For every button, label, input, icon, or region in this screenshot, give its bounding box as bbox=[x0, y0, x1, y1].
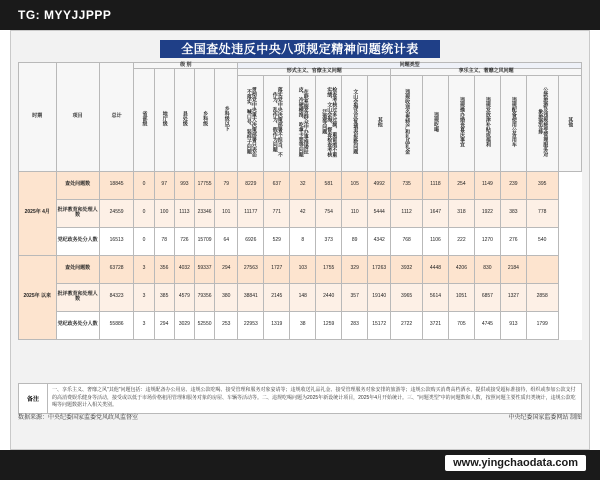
cell: 4342 bbox=[368, 227, 391, 255]
row-period-2025-ytd: 2025年 以来 bbox=[19, 255, 57, 339]
source-left: 数据来源：中央纪委国家监委党风政风监督室 bbox=[18, 415, 139, 421]
row-label: 查处问题数 bbox=[56, 171, 99, 199]
th-hedonism-5: 公款旅游及违规接受管理服务对象旅游安排 bbox=[526, 75, 558, 171]
cell: 3 bbox=[134, 255, 154, 283]
cell: 357 bbox=[342, 283, 368, 311]
cell: 294 bbox=[215, 255, 238, 283]
cell: 1755 bbox=[316, 255, 342, 283]
th-level-group: 级 别 bbox=[134, 63, 238, 69]
cell: 1799 bbox=[526, 311, 558, 339]
cell: 1270 bbox=[474, 227, 500, 255]
cell: 1647 bbox=[422, 199, 448, 227]
cell: 11177 bbox=[238, 199, 264, 227]
table-row bbox=[19, 171, 582, 199]
cell: 19140 bbox=[368, 283, 391, 311]
cell: 38841 bbox=[238, 283, 264, 311]
remark-label: 备注 bbox=[19, 384, 48, 413]
cell: 768 bbox=[391, 227, 423, 255]
cell: 329 bbox=[342, 255, 368, 283]
cell: 4745 bbox=[474, 311, 500, 339]
th-time: 时期 bbox=[19, 63, 57, 172]
cell: 754 bbox=[316, 199, 342, 227]
cell: 380 bbox=[215, 283, 238, 311]
th-level-4: 乡科级以下 bbox=[215, 69, 238, 171]
table-row bbox=[19, 199, 582, 227]
cell: 294 bbox=[154, 311, 174, 339]
cell: 383 bbox=[500, 199, 526, 227]
th-formalism-3: 检查考核过多过频、重留痕不重实绩、文山会海、督查检查考核泛滥等问题 bbox=[316, 75, 342, 171]
table-row bbox=[19, 227, 582, 255]
cell: 253 bbox=[215, 311, 238, 339]
th-level-0: 省部级 bbox=[134, 69, 154, 171]
cell: 78 bbox=[154, 227, 174, 255]
cell: 913 bbox=[500, 311, 526, 339]
th-formalism-1: 落实党中央决策部署不担当、不作为、乱作为、假作为问题 bbox=[264, 75, 290, 171]
cell: 23346 bbox=[194, 199, 214, 227]
cell: 4206 bbox=[448, 255, 474, 283]
cell: 1106 bbox=[422, 227, 448, 255]
telegram-tag: TG: MYYJJPPP bbox=[18, 8, 112, 22]
cell: 101 bbox=[215, 199, 238, 227]
source-right: 中央纪委国家监委网站 制图 bbox=[508, 415, 582, 421]
th-hedonism-2: 违规操办婚丧喜庆事宜 bbox=[448, 75, 474, 171]
th-formalism-0: 贯彻党中央重大决策部署只表态不落实、喊口号、装样子问题 bbox=[238, 75, 264, 171]
cell: 17263 bbox=[368, 255, 391, 283]
cell: 540 bbox=[526, 227, 558, 255]
cell: 735 bbox=[391, 171, 423, 199]
cell: 5444 bbox=[368, 199, 391, 227]
remark-box bbox=[18, 383, 582, 414]
cell: 356 bbox=[154, 255, 174, 283]
cell: 830 bbox=[474, 255, 500, 283]
cell: 2858 bbox=[526, 283, 558, 311]
cell: 42 bbox=[290, 199, 316, 227]
cell: 63728 bbox=[99, 255, 134, 283]
cell: 15709 bbox=[194, 227, 214, 255]
th-problem-type-group: 问题类型 bbox=[238, 63, 582, 69]
th-level-2: 县处级 bbox=[174, 69, 194, 171]
cell: 100 bbox=[154, 199, 174, 227]
cell: 771 bbox=[264, 199, 290, 227]
th-item: 项目 bbox=[56, 63, 99, 172]
cell: 2722 bbox=[391, 311, 423, 339]
statistics-table bbox=[18, 62, 582, 340]
cell: 529 bbox=[264, 227, 290, 255]
cell: 1112 bbox=[391, 199, 423, 227]
cell: 79356 bbox=[194, 283, 214, 311]
row-label: 查处问题数 bbox=[56, 255, 99, 283]
cell: 1922 bbox=[474, 199, 500, 227]
cell: 105 bbox=[342, 171, 368, 199]
cell: 18845 bbox=[99, 171, 134, 199]
cell: 222 bbox=[448, 227, 474, 255]
cell: 4992 bbox=[368, 171, 391, 199]
cell: 385 bbox=[154, 283, 174, 311]
cell: 55886 bbox=[99, 311, 134, 339]
chart-title: 全国查处违反中央八项规定精神问题统计表 bbox=[160, 40, 440, 58]
cell: 89 bbox=[342, 227, 368, 255]
cell: 8 bbox=[290, 227, 316, 255]
cell: 0 bbox=[134, 227, 154, 255]
cell: 581 bbox=[316, 171, 342, 199]
cell: 148 bbox=[290, 283, 316, 311]
th-hedonism-0: 违规收送名贵特产和礼品礼金 bbox=[391, 75, 423, 171]
cell: 27563 bbox=[238, 255, 264, 283]
th-formalism-4: 文山会海及反复填表报数问题 bbox=[342, 75, 368, 171]
cell: 24559 bbox=[99, 199, 134, 227]
cell: 3965 bbox=[391, 283, 423, 311]
cell: 4579 bbox=[174, 283, 194, 311]
cell: 84323 bbox=[99, 283, 134, 311]
cell: 2440 bbox=[316, 283, 342, 311]
cell: 395 bbox=[526, 171, 558, 199]
cell: 3721 bbox=[422, 311, 448, 339]
cell: 1118 bbox=[422, 171, 448, 199]
row-label: 党纪政务处分人数 bbox=[56, 311, 99, 339]
watermark-url: www.yingchaodata.com bbox=[445, 455, 586, 471]
cell: 15172 bbox=[368, 311, 391, 339]
cell: 103 bbox=[290, 255, 316, 283]
th-hedonism-4: 违规配备使用公务用车 bbox=[500, 75, 526, 171]
cell: 778 bbox=[526, 199, 558, 227]
th-level-3: 乡科级 bbox=[194, 69, 214, 171]
cell: 32 bbox=[290, 171, 316, 199]
th-level-1: 地厅级 bbox=[154, 69, 174, 171]
row-label: 党纪政务处分人数 bbox=[56, 227, 99, 255]
cell: 22953 bbox=[238, 311, 264, 339]
cell: 110 bbox=[342, 199, 368, 227]
th-hedonism-6: 其他 bbox=[558, 75, 581, 171]
cell: 276 bbox=[500, 227, 526, 255]
th-hedonism-1: 违规吃喝 bbox=[422, 75, 448, 171]
cell: 3932 bbox=[391, 255, 423, 283]
cell: 1113 bbox=[174, 199, 194, 227]
remark-text: 一、享乐主义、奢靡之风"其他"问题包括：违规配备办公用房、违规公款吃喝、接受管理和服务对象宴请等；违规收送礼品礼金、接受管理服务对象安排的旅游等；违规公款购买消费高档酒水，提供或接受超标准接待，组织或参加公款支付的高消费娱乐健身等活动，接受或以低于市场价格租用管理和服务对象的房屋、车辆等活动等。二、违规吃喝问题为2025年新设统计项目，2025年4月开始统计。三、"问题类型"中的问题数和人数，按照问题主要性质归类统计，违规公款吃喝等问题数据计入相关类别。 bbox=[52, 387, 576, 408]
source-bar bbox=[18, 412, 582, 421]
cell: 373 bbox=[316, 227, 342, 255]
cell: 2184 bbox=[500, 255, 526, 283]
cell: 1149 bbox=[474, 171, 500, 199]
cell: 2145 bbox=[264, 283, 290, 311]
cell: 254 bbox=[448, 171, 474, 199]
cell: 0 bbox=[134, 199, 154, 227]
th-formalism-2: 在联系服务群众中办事推诿扯皮、冷硬横推、吃拿卡要等问题 bbox=[290, 75, 316, 171]
row-label: 批评教育和处理人数 bbox=[56, 199, 99, 227]
cell: 4032 bbox=[174, 255, 194, 283]
cell: 1327 bbox=[500, 283, 526, 311]
cell: 6926 bbox=[238, 227, 264, 255]
cell: 1259 bbox=[316, 311, 342, 339]
cell: 3029 bbox=[174, 311, 194, 339]
cell: 79 bbox=[215, 171, 238, 199]
cell: 0 bbox=[134, 171, 154, 199]
cell: 17755 bbox=[194, 171, 214, 199]
cell: 4448 bbox=[422, 255, 448, 283]
table-row bbox=[19, 311, 582, 339]
table-row bbox=[19, 283, 582, 311]
row-period-2025-04: 2025年 4月 bbox=[19, 171, 57, 255]
cell: 1319 bbox=[264, 311, 290, 339]
th-hedonism-group: 享乐主义、奢靡之风问题 bbox=[391, 69, 582, 75]
th-total: 总计 bbox=[99, 63, 134, 172]
cell: 97 bbox=[154, 171, 174, 199]
cell: 3 bbox=[134, 311, 154, 339]
cell: 239 bbox=[500, 171, 526, 199]
cell: 283 bbox=[342, 311, 368, 339]
table-row bbox=[19, 255, 582, 283]
cell: 52550 bbox=[194, 311, 214, 339]
cell: 3 bbox=[134, 283, 154, 311]
row-label: 批评教育和处理人数 bbox=[56, 283, 99, 311]
cell: 726 bbox=[174, 227, 194, 255]
cell: 64 bbox=[215, 227, 238, 255]
cell: 6857 bbox=[474, 283, 500, 311]
cell: 59337 bbox=[194, 255, 214, 283]
cell: 8229 bbox=[238, 171, 264, 199]
cell: 16513 bbox=[99, 227, 134, 255]
cell: 1727 bbox=[264, 255, 290, 283]
cell: 38 bbox=[290, 311, 316, 339]
cell: 318 bbox=[448, 199, 474, 227]
cell: 5614 bbox=[422, 283, 448, 311]
cell bbox=[526, 255, 558, 283]
th-formalism-5: 其他 bbox=[368, 75, 391, 171]
th-formalism-group: 形式主义、官僚主义问题 bbox=[238, 69, 391, 75]
cell: 1051 bbox=[448, 283, 474, 311]
cell: 705 bbox=[448, 311, 474, 339]
th-hedonism-3: 违规发放津补贴或福利 bbox=[474, 75, 500, 171]
cell: 993 bbox=[174, 171, 194, 199]
cell: 637 bbox=[264, 171, 290, 199]
